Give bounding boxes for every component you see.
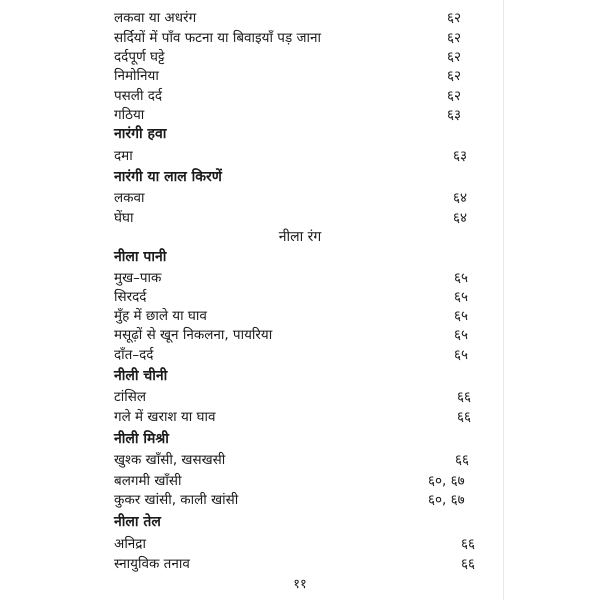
index-entry [114, 345, 494, 365]
entry-page: ६४ [453, 190, 468, 206]
entry-text: लकवा [114, 190, 145, 206]
entry-text: बलगमी खाँसी [114, 473, 182, 489]
entry-page: ६२ [447, 30, 462, 46]
index-entry [114, 208, 494, 228]
entry-page: ६४ [453, 210, 468, 226]
index-entry [114, 188, 494, 208]
entry-text: घेंघा [114, 210, 134, 226]
index-entry [114, 306, 494, 326]
index-heading [114, 247, 494, 267]
heading-text: नीली मिश्री [114, 431, 169, 447]
entry-page: ६६ [457, 389, 472, 405]
entry-text: पसली दर्द [114, 88, 163, 104]
index-entry [114, 534, 494, 554]
page-number: ११ [293, 577, 307, 592]
index-entry [114, 554, 494, 574]
index-entry [114, 387, 494, 407]
index-entry [114, 490, 494, 510]
entry-text: गले में खराश या घाव [114, 409, 216, 425]
index-heading [114, 366, 494, 386]
entry-page: ६६ [461, 536, 476, 552]
index-entry [114, 28, 494, 48]
heading-text: नीला तेल [114, 514, 161, 530]
entry-page: ६५ [454, 308, 469, 324]
entry-page: ६६ [455, 452, 470, 468]
entry-text: लकवा या अधरंग [114, 10, 197, 26]
entry-page: ६२ [447, 88, 462, 104]
entry-page: ६२ [447, 68, 462, 84]
entry-page: ६२ [447, 49, 462, 65]
entry-text: अनिद्रा [114, 536, 146, 552]
entry-text: दर्दपूर्ण घट्टे [114, 49, 165, 65]
entry-text: मुख–पाक [114, 270, 162, 286]
index-entry [114, 471, 494, 491]
entry-page: ६०, ६७ [428, 473, 465, 489]
entry-page: ६३ [447, 107, 462, 123]
entry-text: दमा [114, 148, 133, 164]
index-entry [114, 66, 494, 86]
entry-page: ६५ [454, 289, 469, 305]
entry-page: ६६ [457, 409, 472, 425]
section-title: नीला रंग [278, 229, 322, 245]
entry-text: सर्दियों में पाँव फटना या बिवाइयाँ पड़ जाना [114, 30, 321, 46]
heading-text: नीला पानी [114, 249, 167, 265]
entry-page: ६३ [453, 148, 468, 164]
index-entry [114, 47, 494, 67]
index-entry [114, 86, 494, 106]
entry-text: निमोनिया [114, 68, 159, 84]
index-heading [114, 124, 494, 144]
entry-text: कुकर खांसी, काली खांसी [114, 492, 239, 508]
index-entry [114, 146, 494, 166]
index-entry [114, 325, 494, 345]
entry-text: दाँत–दर्द [114, 347, 154, 363]
heading-text: नारंगी या लाल किरणें [114, 169, 222, 185]
entry-text: गठिया [114, 107, 145, 123]
index-heading [114, 167, 494, 187]
entry-page: ६०, ६७ [428, 492, 465, 508]
heading-text: नारंगी हवा [114, 126, 167, 142]
entry-text: स्नायुविक तनाव [114, 556, 190, 572]
index-entry [114, 287, 494, 307]
index-entry [114, 268, 494, 288]
index-heading [114, 512, 494, 532]
index-entry [114, 450, 494, 470]
index-entry [114, 8, 494, 28]
entry-page: ६२ [447, 10, 462, 26]
entry-page: ६५ [454, 327, 469, 343]
entry-page: ६६ [461, 556, 476, 572]
entry-text: मुँह में छाले या घाव [114, 308, 207, 324]
index-entry [114, 407, 494, 427]
entry-page: ६५ [454, 347, 469, 363]
entry-text: मसूढ़ों से खून निकलना, पायरिया [114, 327, 273, 343]
index-entry [114, 105, 494, 125]
heading-text: नीली चीनी [114, 368, 168, 384]
entry-page: ६५ [454, 270, 469, 286]
page-crease [503, 0, 504, 600]
entry-text: सिरदर्द [114, 289, 147, 305]
index-heading [114, 429, 494, 449]
entry-text: टांसिल [114, 389, 147, 405]
entry-text: खुश्क खाँसी, खसखसी [114, 452, 226, 468]
